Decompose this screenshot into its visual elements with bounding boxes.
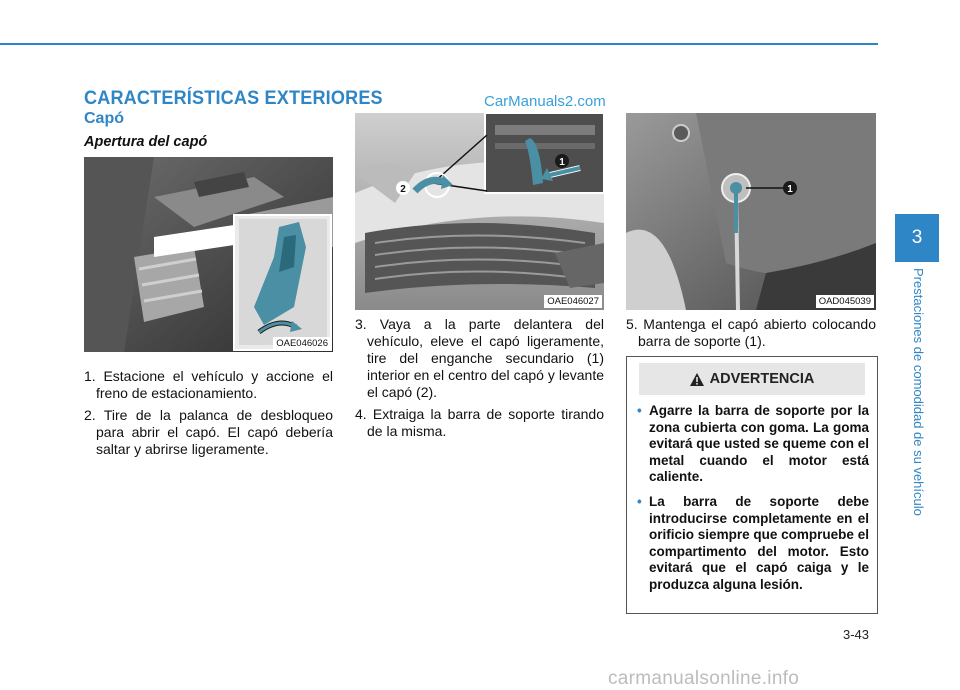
step-4: 4. Extraiga la barra de soporte tirando de la misma.	[355, 406, 604, 439]
watermark-text: CarManuals2.com	[484, 93, 606, 110]
warning-box	[626, 356, 878, 614]
warning-title: ADVERTENCIA	[709, 371, 815, 387]
header-rule	[0, 43, 878, 45]
figure-code: OAE046026	[273, 337, 331, 350]
chapter-side-label	[904, 268, 928, 538]
figure-code: OAD045039	[816, 295, 874, 308]
section-title: Capó	[84, 110, 124, 127]
callout-1: 1	[787, 184, 793, 195]
steps-column-3	[626, 316, 876, 355]
chapter-tab: 3	[895, 214, 939, 262]
steps-column-2	[355, 316, 604, 445]
warning-item: • Agarre la barra de soporte por la zona cubierta con goma. La goma evitará que usted se queme con el metal cuando el motor está caliente.	[637, 403, 869, 486]
page-number: 3-43	[843, 627, 870, 642]
lever-illustration	[84, 157, 333, 352]
step-3: 3. Vaya a la parte delantera del vehículo, eleve el capó ligeramente, tire del enganche secundario (1) interior en el centro del capó y levante el capó (2).	[355, 316, 604, 400]
step-2: 2. Tire de la palanca de desbloqueo para abrir el capó. El capó debería saltar y abrirse ligeramente.	[84, 407, 333, 457]
warning-item: • La barra de soporte debe introducirse completamente en el orificio siempre que compruebe el compartimento del motor. Esto evitará que el capó caiga y le produzca alguna lesión.	[637, 494, 869, 594]
figure-hood-release-lever	[84, 157, 333, 352]
support-rod-illustration	[626, 113, 876, 310]
footer-watermark: carmanualsonline.info	[608, 668, 800, 689]
warning-list	[637, 403, 869, 602]
steps-column-1	[84, 368, 333, 463]
car-front-illustration	[355, 113, 604, 310]
warning-triangle-icon	[690, 373, 704, 386]
warning-header	[639, 363, 865, 395]
figure-front-hood-latch	[355, 113, 604, 310]
callout-1: 1	[559, 157, 565, 168]
figure-support-rod	[626, 113, 876, 310]
figure-code: OAE046027	[544, 295, 602, 308]
chapter-side-label-text: Prestaciones de comodidad de su vehículo	[911, 268, 926, 516]
subsection-title: Apertura del capó	[84, 134, 208, 150]
callout-2: 2	[400, 184, 406, 195]
step-5: 5. Mantenga el capó abierto colocando barra de soporte (1).	[626, 316, 876, 349]
step-1: 1. Estacione el vehículo y accione el freno de estacionamiento.	[84, 368, 333, 401]
chapter-title: CARACTERÍSTICAS EXTERIORES	[84, 88, 383, 109]
